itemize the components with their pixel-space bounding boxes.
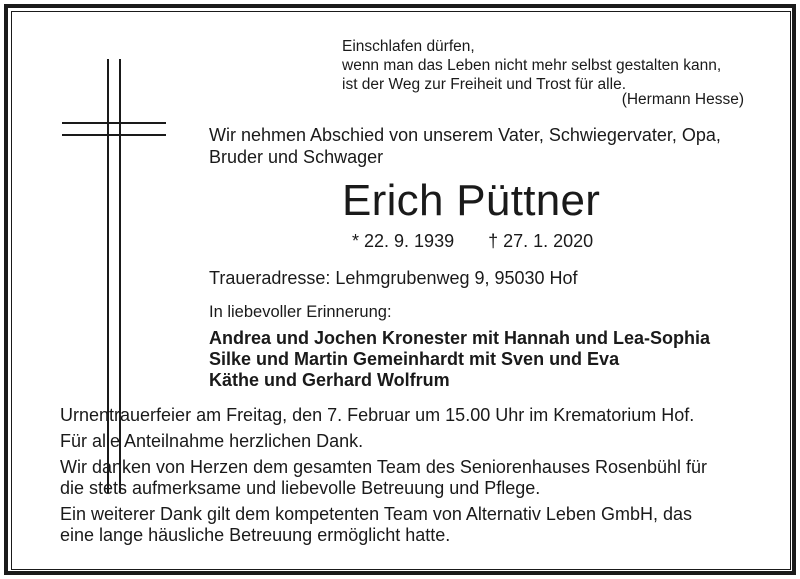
thanks-alternativ-line: eine lange häusliche Betreuung ermöglicht hatte.	[60, 525, 451, 545]
farewell-intro	[209, 124, 721, 168]
quote-author: (Hermann Hesse)	[621, 91, 744, 108]
memory-label: In liebevoller Erinnerung:	[209, 303, 392, 321]
family-entry: Silke und Martin Gemeinhardt mit Sven und Eva	[209, 349, 620, 369]
mourning-address: Traueradresse: Lehmgrubenweg 9, 95030 Hof	[209, 268, 578, 288]
family-list	[209, 328, 710, 391]
thanks-general: Für alle Anteilnahme herzlichen Dank.	[60, 431, 364, 451]
death-date: † 27. 1. 2020	[488, 231, 594, 251]
family-entry: Andrea und Jochen Kronester mit Hannah und Lea-Sophia	[209, 328, 711, 348]
thanks-team	[60, 457, 707, 499]
thanks-alternativ	[60, 504, 707, 546]
thanks-team-line: die stets aufmerksame und liebevolle Betreuung und Pflege.	[60, 478, 541, 498]
quote-line: ist der Weg zur Freiheit und Trost für alle.	[342, 76, 626, 93]
family-entry: Käthe und Gerhard Wolfrum	[209, 370, 450, 390]
life-dates	[352, 231, 593, 252]
intro-line: Wir nehmen Abschied von unserem Vater, Schwiegervater, Opa,	[209, 125, 721, 145]
closing-text	[60, 405, 707, 551]
quote-line: wenn man das Leben nicht mehr selbst gestalten kann,	[342, 57, 722, 74]
birth-date: * 22. 9. 1939	[352, 231, 455, 251]
ceremony-info: Urnentrauerfeier am Freitag, den 7. Februar um 15.00 Uhr im Krematorium Hof.	[60, 405, 695, 425]
thanks-team-line: Wir danken von Herzen dem gesamten Team des Seniorenhauses Rosenbühl für	[60, 457, 708, 477]
quote	[342, 37, 721, 94]
thanks-alternativ-line: Ein weiterer Dank gilt dem kompetenten Team von Alternativ Leben GmbH, das	[60, 504, 692, 524]
deceased-name: Erich Püttner	[342, 176, 601, 225]
quote-line: Einschlafen dürfen,	[342, 38, 475, 55]
intro-line: Bruder und Schwager	[209, 147, 384, 167]
